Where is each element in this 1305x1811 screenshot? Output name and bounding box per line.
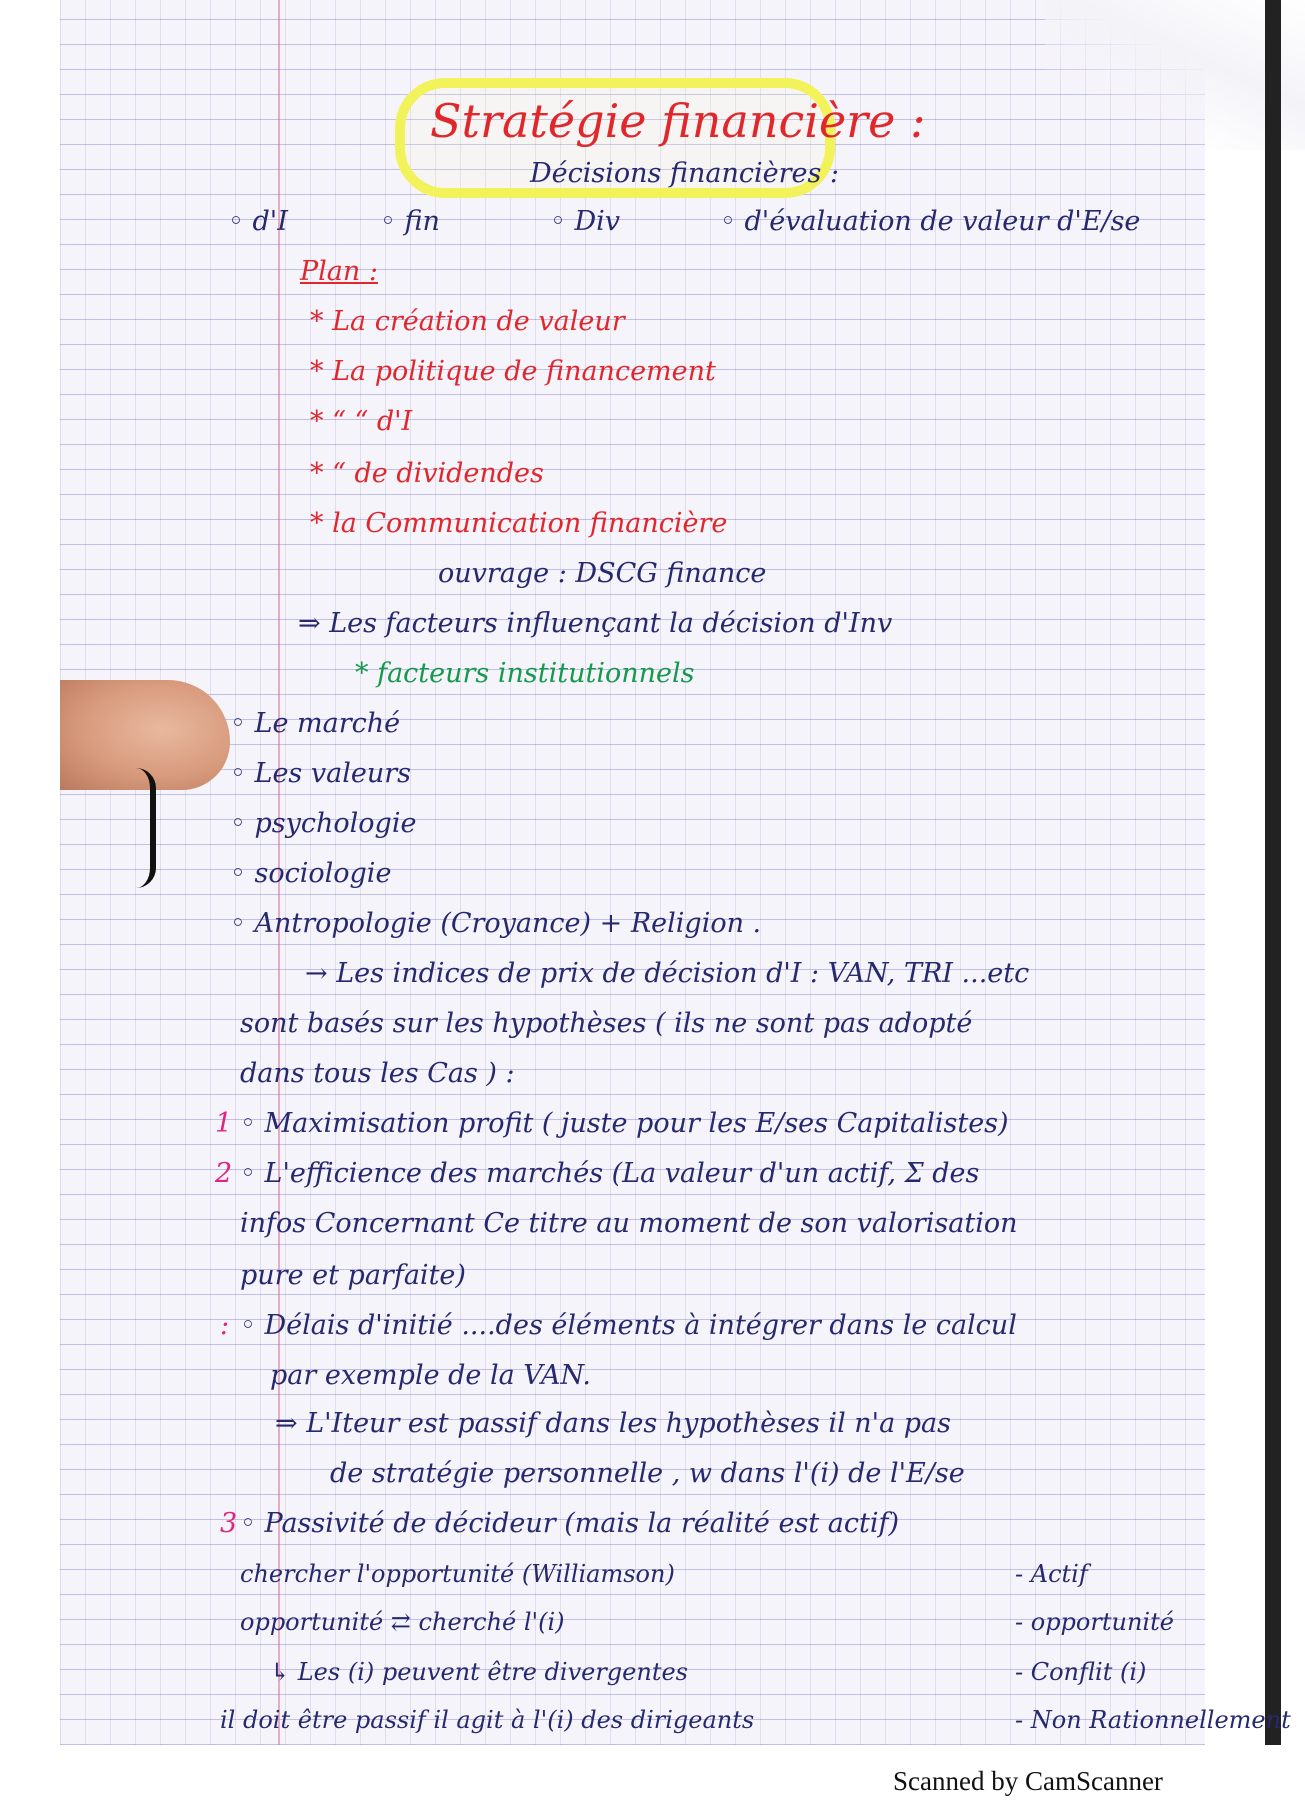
finger-shadow — [120, 768, 156, 888]
facteur-item: ◦ psychologie — [230, 808, 417, 839]
facteur-item: ◦ Les valeurs — [230, 758, 411, 789]
delais-line: ◦ Délais d'initié ....des éléments à intégrer dans le calcul — [240, 1310, 1017, 1341]
notebook-page — [60, 0, 1291, 1745]
bottom-note: il doit être passif il agit à l'(i) des dirigeants — [220, 1706, 755, 1734]
investisseur-line: ⇒ L'Iteur est passif dans les hypothèses il n'a pas — [275, 1408, 952, 1439]
decision-financing: ◦ fin — [380, 206, 440, 237]
plan-item: * “ de dividendes — [310, 458, 544, 489]
hypothesis-text: infos Concernant Ce titre au moment de son valorisation — [240, 1208, 1018, 1239]
hypothesis-text: ◦ Passivité de décideur (mais la réalité est actif) — [240, 1508, 899, 1539]
side-note: - Non Rationnellement — [1015, 1706, 1291, 1734]
plan-item: * La politique de financement — [310, 356, 716, 387]
decision-dividends: ◦ Div — [550, 206, 621, 237]
hypothesis-text: pure et parfaite) — [240, 1260, 466, 1291]
decision-investment: ◦ d'I — [228, 206, 288, 237]
plan-item: * “ “ d'I — [310, 406, 413, 437]
investisseur-line: de stratégie personnelle , w dans l'(i) de l'E/se — [330, 1458, 965, 1489]
facteur-item: ◦ Le marché — [230, 708, 401, 739]
hypothesis-text: ◦ Maximisation profit ( juste pour les E/ses Capitalistes) — [240, 1108, 1009, 1139]
facteurs-subheading: * facteurs institutionnels — [355, 658, 695, 689]
indices-line: sont basés sur les hypothèses ( ils ne sont pas adopté — [240, 1008, 973, 1039]
decision-valuation: ◦ d'évaluation de valeur d'E/se — [720, 206, 1141, 237]
hypothesis-text: ◦ L'efficience des marchés (La valeur d'un actif, Σ des — [240, 1158, 980, 1189]
facteurs-heading: ⇒ Les facteurs influençant la décision d'Inv — [298, 608, 893, 639]
hypothesis-number: 1 — [215, 1108, 233, 1139]
plan-item: * la Communication financière — [310, 508, 728, 539]
page-right-edge — [1265, 0, 1281, 1745]
side-note: - Conflit (i) — [1015, 1658, 1147, 1686]
scanner-watermark: Scanned by CamScanner — [893, 1766, 1163, 1796]
plan-item: * La création de valeur — [310, 306, 625, 337]
hypothesis-number: 2 — [215, 1158, 233, 1189]
facteur-item: ◦ Antropologie (Croyance) + Religion . — [230, 908, 762, 939]
delais-line: par exemple de la VAN. — [270, 1360, 591, 1391]
bottom-note: chercher l'opportunité (Williamson) — [240, 1560, 675, 1588]
facteur-item: ◦ sociologie — [230, 858, 392, 889]
bottom-note: opportunité ⇄ cherché l'(i) — [240, 1608, 565, 1636]
side-note: - opportunité — [1015, 1608, 1174, 1636]
reference-book: ouvrage : DSCG finance — [438, 558, 767, 589]
indices-line: → Les indices de prix de décision d'I : VAN, TRI ...etc — [305, 958, 1030, 989]
side-note: - Actif — [1015, 1560, 1088, 1588]
hypothesis-number: 3 — [220, 1508, 238, 1539]
hypothesis-number: : — [220, 1310, 230, 1341]
page-subtitle: Décisions financières : — [530, 158, 839, 189]
indices-line: dans tous les Cas ) : — [240, 1058, 515, 1089]
plan-label: Plan : — [300, 256, 378, 287]
bottom-note: ↳ Les (i) peuvent être divergentes — [270, 1658, 688, 1686]
page-title: Stratégie financière : — [430, 94, 926, 148]
